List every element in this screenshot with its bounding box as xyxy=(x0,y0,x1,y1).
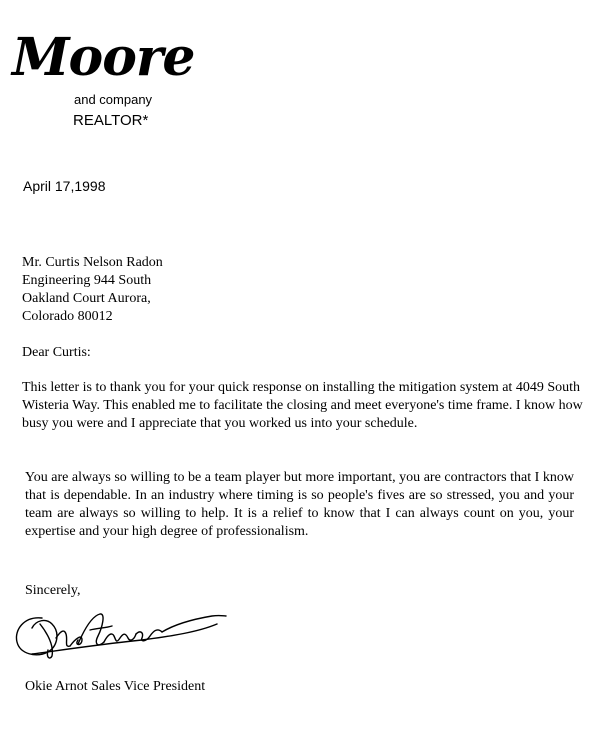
closing: Sincerely, xyxy=(25,583,81,598)
letter-date: April 17,1998 xyxy=(23,178,106,194)
address-line: Colorado 80012 xyxy=(22,309,113,324)
salutation: Dear Curtis: xyxy=(22,345,91,360)
company-subtitle: and company xyxy=(74,92,153,107)
address-line: Oakland Court Aurora, xyxy=(22,291,151,306)
recipient-address xyxy=(22,254,322,326)
address-line: Mr. Curtis Nelson Radon xyxy=(22,255,163,270)
body-paragraph: This letter is to thank you for your quick response on installing the mitigation system at 4049 South Wisteria Way. This enabled me to facilitate the closing and meet everyone's time frame. I know how busy you were and I appreciate that you worked us into your schedule. xyxy=(22,380,583,431)
company-tagline: REALTOR* xyxy=(73,112,149,129)
handwritten-signature xyxy=(12,604,227,666)
address-line: Engineering 944 South xyxy=(22,273,152,288)
body-paragraph: You are always so willing to be a team player but more important, you are contractors that I know that is dependable. In an industry where timing is so people's fives are so stressed, you and your team are always so willing to help. It is a relief to know that I can always count on you, your expertise and your high degree of professionalism. xyxy=(25,470,574,539)
company-name: Moore xyxy=(12,27,195,88)
signer-name: Okie Arnot Sales Vice President xyxy=(25,679,206,694)
